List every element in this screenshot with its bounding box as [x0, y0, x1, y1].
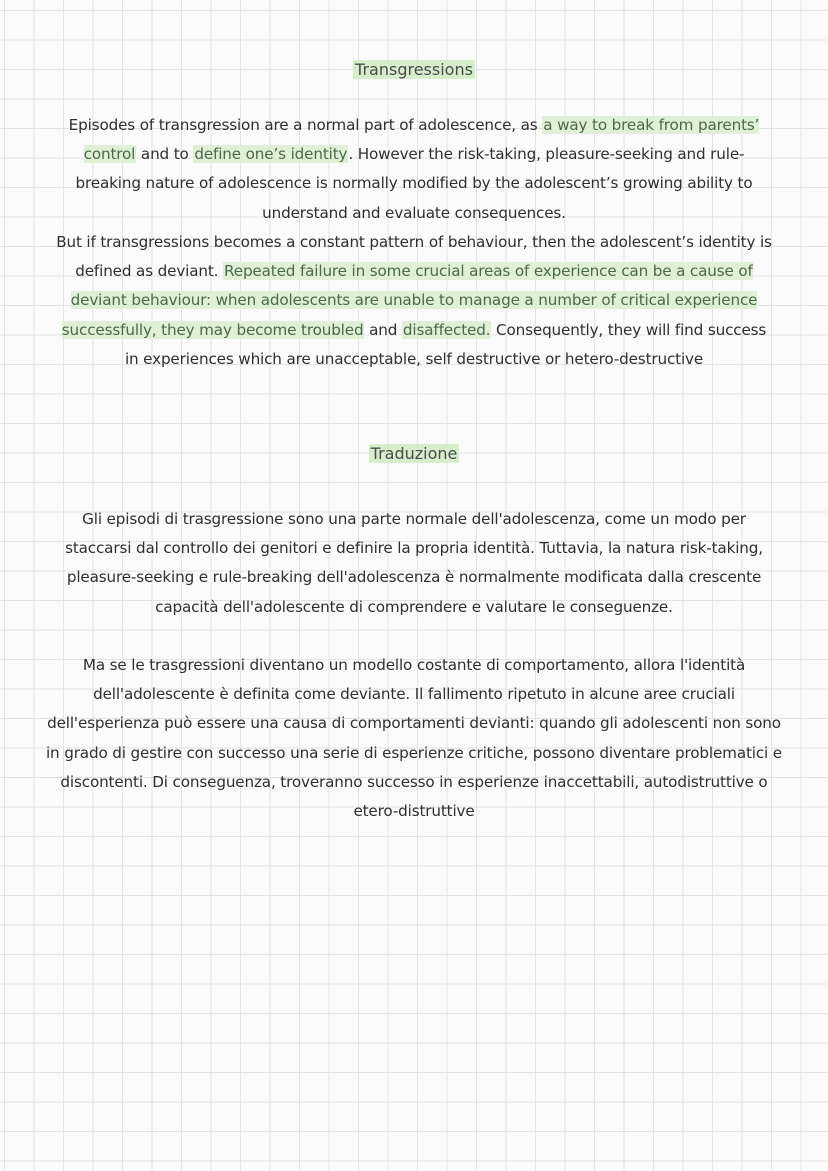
italian-title-text: Traduzione [370, 444, 458, 463]
italian-paragraph-2: Ma se le trasgressioni diventano un modello costante di comportamento, allora l'identità dell'adolescente è definita come deviante. Il fallimento ripetuto in alcune aree cruciali dell'esperienza può essere una causa di comportamenti devianti: quando gli adolescenti non sono in grado di gestire con successo una serie di esperienze critiche, possono diventare problematici e discontenti. Di conseguenza, troveranno successo in esperienze inaccettabili, autodistruttive o etero-distruttive [45, 656, 782, 821]
english-title-text: Transgressions [355, 60, 473, 79]
italian-title [0, 444, 828, 463]
text-segment: and to [136, 145, 194, 164]
text-segment: Consequently, they will find success in experiences which are unacceptable, self destructive or hetero-destructive [124, 320, 767, 368]
highlighted-phrase: a way to break from parents’ control [83, 116, 760, 164]
text-segment: . However the risk-taking, pleasure-seeking and rule-breaking nature of adolescence is normally modified by the adolescent’s growing ability to understand and evaluate consequences. [75, 145, 753, 222]
english-paragraph-1 [58, 111, 770, 228]
highlighted-phrase: disaffected. [402, 320, 491, 339]
highlighted-phrase: define one’s identity [194, 145, 348, 164]
english-paragraph-2 [56, 228, 772, 374]
text-segment: But if transgressions becomes a constant pattern of behaviour, then the adolescent’s identity is defined as deviant. [56, 233, 772, 281]
text-segment: and [364, 320, 402, 339]
italian-paragraph-1: Gli episodi di trasgressione sono una parte normale dell'adolescenza, come un modo per staccarsi dal controllo dei genitori e definire la propria identità. Tuttavia, la natura risk-taking, pleasure-seeking e rule-breaking dell'adolescenza è normalmente modificata dalla crescente capacità dell'adolescente di comprendere e valutare le conseguenze. [65, 510, 763, 616]
highlighted-phrase: Repeated failure in some crucial areas of experience can be a cause of deviant behaviour: when adolescents are unable to manage a number of critical experience successfully, they may become troubled [61, 262, 758, 339]
text-segment: Episodes of transgression are a normal part of adolescence, as [68, 116, 543, 134]
english-title [0, 60, 828, 79]
